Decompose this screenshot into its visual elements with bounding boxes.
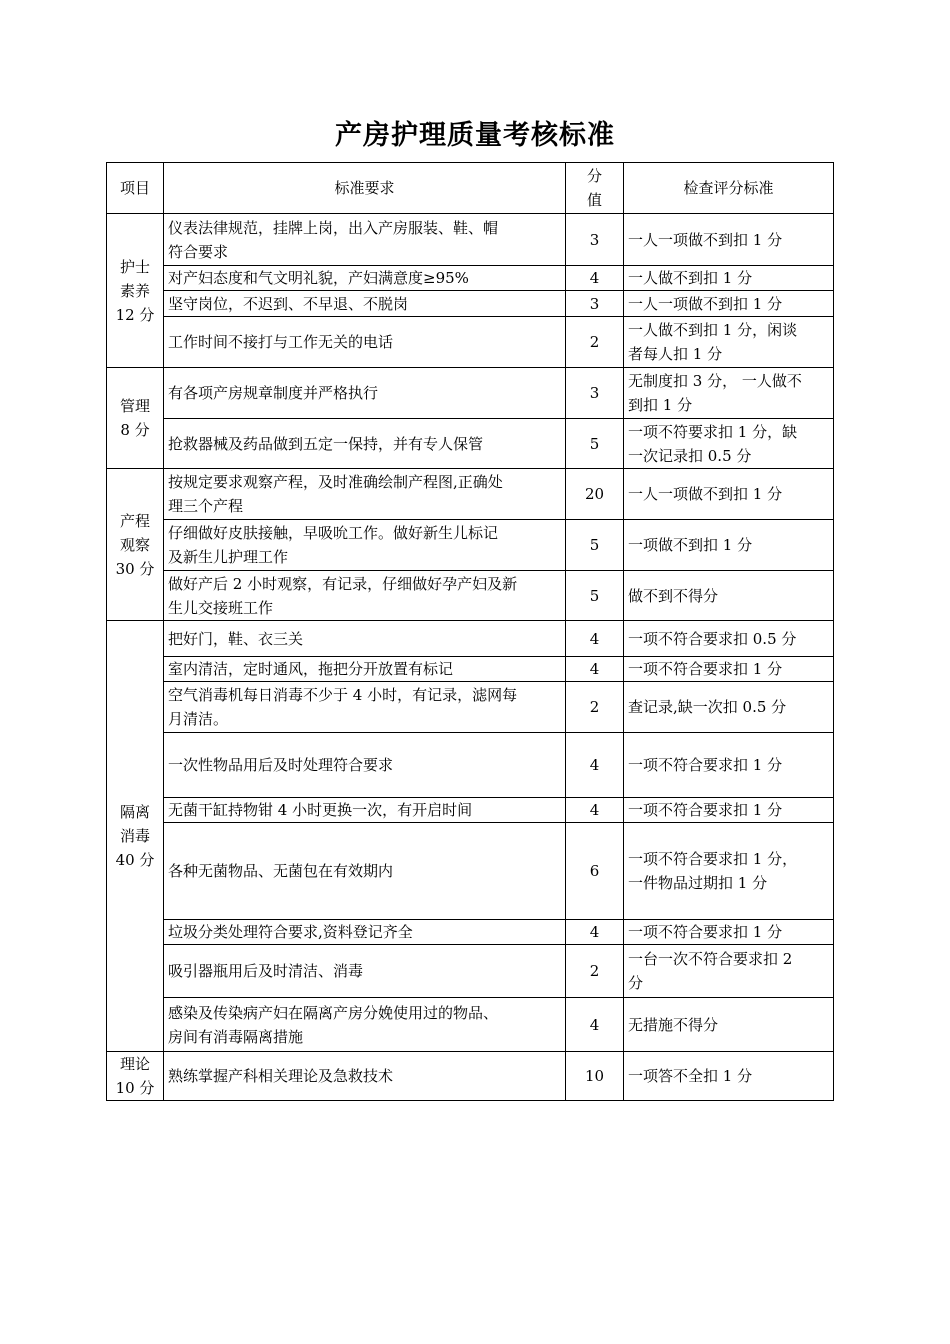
category-label: 10 分 <box>115 1079 155 1097</box>
requirement-cell <box>164 657 566 682</box>
criteria-text: 一项不符合要求扣 1 分 <box>628 801 783 819</box>
score-cell: 5 <box>566 571 624 621</box>
score-cell: 4 <box>566 657 624 682</box>
requirement-cell <box>164 945 566 998</box>
score-cell: 5 <box>566 419 624 469</box>
header-score-line: 值 <box>586 191 602 209</box>
criteria-cell <box>624 998 834 1052</box>
requirement-text: 把好门，鞋、衣三关 <box>168 629 304 648</box>
requirement-text: 月清洁。 <box>168 710 229 728</box>
requirement-text: 熟练掌握产科相关理论及急救技术 <box>168 1067 394 1085</box>
requirement-text: 空气消毒机每日消毒不少于 4 小时，有记录，滤网每 <box>168 686 518 704</box>
table-row <box>107 317 834 368</box>
header-item: 项目 <box>107 163 164 214</box>
category-label: 护士 <box>119 257 150 276</box>
category-label: 8 分 <box>120 421 150 439</box>
requirement-cell <box>164 998 566 1052</box>
criteria-cell <box>624 1052 834 1101</box>
requirement-text: 一次性物品用后及时处理符合要求 <box>168 756 394 774</box>
criteria-cell <box>624 571 834 621</box>
requirement-text: 工作时间不接打与工作无关的电话 <box>168 333 394 351</box>
requirement-text: 吸引器瓶用后及时清洁、消毒 <box>168 962 364 980</box>
header-score-line: 分 <box>586 167 602 185</box>
criteria-cell <box>624 266 834 291</box>
requirement-cell <box>164 469 566 520</box>
table-row <box>107 291 834 317</box>
category-label: 消毒 <box>119 827 150 845</box>
requirement-cell <box>164 214 566 266</box>
score-cell: 2 <box>566 682 624 733</box>
score-cell: 5 <box>566 520 624 571</box>
criteria-cell <box>624 469 834 520</box>
requirement-text: 做好产后 2 小时观察，有记录，仔细做好孕产妇及新 <box>168 574 518 593</box>
score-cell: 6 <box>566 823 624 920</box>
criteria-text: 一人一项做不到扣 1 分 <box>628 485 783 503</box>
score-cell: 3 <box>566 368 624 419</box>
criteria-cell <box>624 682 834 733</box>
criteria-cell <box>624 214 834 266</box>
table-row <box>107 657 834 682</box>
requirement-text: 房间有消毒隔离措施 <box>168 1027 304 1046</box>
requirement-text: 及新生儿护理工作 <box>168 548 289 566</box>
score-cell: 10 <box>566 1052 624 1101</box>
requirement-text: 抢救器械及药品做到五定一保持，并有专人保管 <box>168 434 484 453</box>
criteria-cell <box>624 945 834 998</box>
criteria-cell <box>624 733 834 798</box>
criteria-text: 一人一项做不到扣 1 分 <box>628 230 783 249</box>
requirement-cell <box>164 571 566 621</box>
table-row <box>107 1052 834 1101</box>
requirement-cell <box>164 368 566 419</box>
header-requirement: 标准要求 <box>164 163 566 214</box>
criteria-text: 一项不符合要求扣 0.5 分 <box>628 629 797 648</box>
criteria-text: 一项不符合要求扣 1 分 <box>628 756 783 774</box>
criteria-text: 一项答不全扣 1 分 <box>628 1067 753 1085</box>
score-cell: 4 <box>566 266 624 291</box>
category-label: 观察 <box>119 535 150 554</box>
requirement-cell <box>164 1052 566 1101</box>
category-cell <box>107 214 164 368</box>
requirement-text: 按规定要求观察产程，及时准确绘制产程图,正确处 <box>168 473 503 491</box>
table-row <box>107 419 834 469</box>
criteria-text: 一项不符要求扣 1 分，缺 <box>628 422 798 441</box>
requirement-text: 仪表法律规范，挂牌上岗，出入产房服装、鞋、帽 <box>168 218 499 237</box>
requirement-cell <box>164 823 566 920</box>
requirement-cell <box>164 520 566 571</box>
criteria-text: 一人一项做不到扣 1 分 <box>628 294 783 313</box>
requirement-text: 有各项产房规章制度并严格执行 <box>168 384 379 402</box>
criteria-text: 一项做不到扣 1 分 <box>628 536 753 554</box>
category-label: 12 分 <box>115 305 155 324</box>
category-label: 30 分 <box>115 559 155 578</box>
table-row <box>107 214 834 266</box>
score-cell: 2 <box>566 317 624 368</box>
requirement-text: 室内清洁，定时通风，拖把分开放置有标记 <box>168 660 454 678</box>
requirement-cell <box>164 682 566 733</box>
table-row <box>107 682 834 733</box>
criteria-cell <box>624 823 834 920</box>
category-label: 管理 <box>119 397 150 415</box>
criteria-text: 一件物品过期扣 1 分 <box>628 874 768 892</box>
category-cell <box>107 469 164 621</box>
table-row <box>107 798 834 823</box>
score-cell: 4 <box>566 621 624 657</box>
requirement-text: 理三个产程 <box>168 497 244 515</box>
requirement-text: 无菌干缸持物钳 4 小时更换一次，有开启时间 <box>168 801 473 819</box>
category-cell <box>107 368 164 469</box>
requirement-cell <box>164 291 566 317</box>
table-row <box>107 733 834 798</box>
requirement-text: 垃圾分类处理符合要求,资料登记齐全 <box>168 923 413 941</box>
score-cell: 4 <box>566 798 624 823</box>
criteria-text: 一人做不到扣 1 分 <box>628 269 753 287</box>
requirement-text: 生儿交接班工作 <box>168 598 274 617</box>
category-cell <box>107 1052 164 1101</box>
criteria-text: 一项不符合要求扣 1 分， <box>628 850 798 868</box>
score-cell: 4 <box>566 920 624 945</box>
criteria-cell <box>624 657 834 682</box>
criteria-cell <box>624 419 834 469</box>
criteria-text: 到扣 1 分 <box>628 396 693 414</box>
category-label: 40 分 <box>115 851 155 869</box>
requirement-cell <box>164 798 566 823</box>
criteria-text: 无制度扣 3 分， 一人做不 <box>628 372 802 390</box>
criteria-cell <box>624 317 834 368</box>
criteria-text: 查记录,缺一次扣 0.5 分 <box>628 698 787 716</box>
table-row <box>107 368 834 419</box>
table-row <box>107 469 834 520</box>
category-label: 隔离 <box>119 803 150 821</box>
criteria-cell <box>624 798 834 823</box>
criteria-text: 一项不符合要求扣 1 分 <box>628 660 783 678</box>
requirement-text: 各种无菌物品、无菌包在有效期内 <box>168 862 394 880</box>
header-score <box>566 163 624 214</box>
score-cell: 20 <box>566 469 624 520</box>
criteria-text: 分 <box>628 974 644 992</box>
score-cell: 4 <box>566 998 624 1052</box>
table-row <box>107 998 834 1052</box>
table-row <box>107 945 834 998</box>
criteria-cell <box>624 291 834 317</box>
criteria-cell <box>624 368 834 419</box>
page-title: 产房护理质量考核标准 <box>335 120 615 151</box>
table-row <box>107 571 834 621</box>
requirement-text: 符合要求 <box>168 242 229 261</box>
requirement-text: 感染及传染病产妇在隔离产房分娩使用过的物品、 <box>168 1003 499 1022</box>
header-row <box>107 163 834 214</box>
category-cell <box>107 621 164 1052</box>
table-row <box>107 520 834 571</box>
category-label: 理论 <box>119 1055 150 1073</box>
category-label: 产程 <box>119 511 150 530</box>
category-label: 素养 <box>119 281 150 300</box>
criteria-text: 一次记录扣 0.5 分 <box>628 446 752 465</box>
header-criteria: 检查评分标准 <box>624 163 834 214</box>
criteria-text: 无措施不得分 <box>628 1015 719 1034</box>
table-row <box>107 621 834 657</box>
criteria-cell <box>624 520 834 571</box>
criteria-cell <box>624 621 834 657</box>
score-cell: 4 <box>566 733 624 798</box>
table-row <box>107 266 834 291</box>
criteria-text: 一项不符合要求扣 1 分 <box>628 923 783 941</box>
table-row <box>107 920 834 945</box>
criteria-text: 一台一次不符合要求扣 2 <box>628 950 793 968</box>
criteria-text: 一人做不到扣 1 分，闲谈 <box>628 321 798 339</box>
score-cell: 2 <box>566 945 624 998</box>
requirement-cell <box>164 419 566 469</box>
requirement-cell <box>164 266 566 291</box>
requirement-cell <box>164 920 566 945</box>
assessment-table <box>106 162 834 1101</box>
requirement-cell <box>164 733 566 798</box>
requirement-text: 坚守岗位，不迟到、不早退、不脱岗 <box>168 294 409 313</box>
criteria-text: 做不到不得分 <box>628 586 719 605</box>
criteria-text: 者每人扣 1 分 <box>628 345 723 363</box>
requirement-text: 仔细做好皮肤接触，早吸吮工作。做好新生儿标记 <box>168 524 499 542</box>
requirement-text: 对产妇态度和气文明礼貌，产妇满意度≥95% <box>168 269 469 287</box>
score-cell: 3 <box>566 214 624 266</box>
criteria-cell <box>624 920 834 945</box>
table-body <box>107 214 834 1101</box>
table-row <box>107 823 834 920</box>
requirement-cell <box>164 317 566 368</box>
requirement-cell <box>164 621 566 657</box>
score-cell: 3 <box>566 291 624 317</box>
